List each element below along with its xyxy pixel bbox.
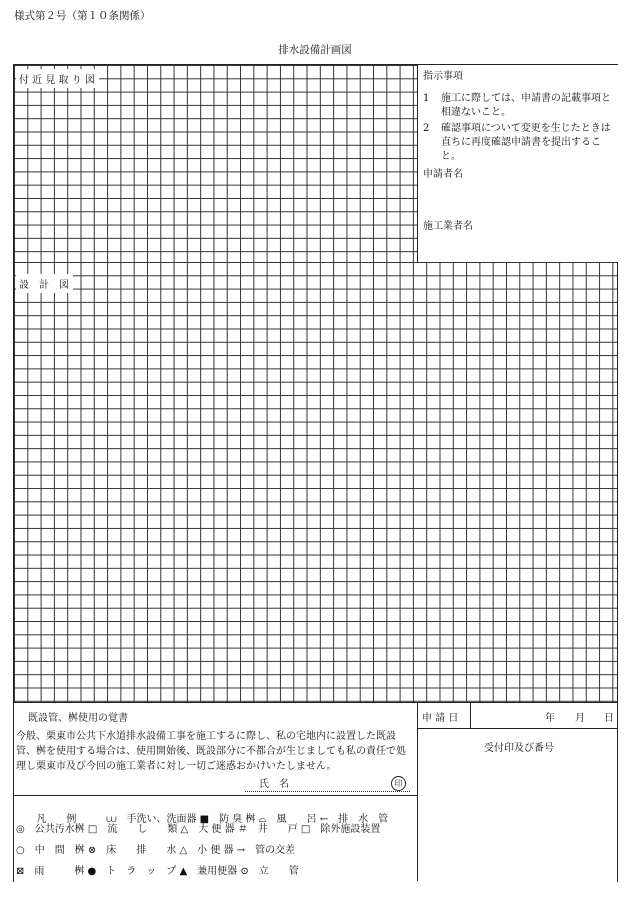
instructions-heading: 指示事項 bbox=[423, 71, 463, 82]
memo-heading: 既設管、桝使用の覚書 bbox=[28, 713, 128, 724]
date-receipt-divider bbox=[417, 728, 617, 729]
date-label-divider bbox=[470, 702, 471, 728]
receipt-label: 受付印及び番号 bbox=[484, 743, 554, 754]
legend-row-3: ○ 中 間 桝 ⊗ 床 排 水 △ 小 便 器 → 管の交差 bbox=[16, 845, 296, 856]
vicinity-map-label: 付 近 見 取 り 図 bbox=[16, 69, 99, 88]
legend-row1-items: 手洗い、洗面器 ■ 防 臭 桝 ⌓ 風 呂 ← 排 水 管 bbox=[126, 814, 389, 825]
legend-row-2: ◎ 公共汚水桝 □ 流 し 類 △ 大 便 器 ＃ 井 戸 □ 除外施設装置 bbox=[16, 824, 381, 835]
form-number: 様式第２号（第１０条関係） bbox=[14, 10, 151, 22]
instruction-text: 確認事項について変更を生じたときは直ちに再度確認申請書を提出すること。 bbox=[441, 123, 611, 162]
application-date-label: 申 請 日 bbox=[422, 713, 459, 724]
design-grid bbox=[14, 262, 617, 702]
memo-name-label: 氏 名 bbox=[259, 779, 289, 790]
instruction-item bbox=[423, 122, 613, 164]
contractor-name-label: 施工業者名 bbox=[423, 221, 473, 232]
memo-name-line bbox=[245, 777, 410, 792]
instruction-number: 2 bbox=[423, 123, 430, 134]
memo-body: 今般、栗東市公共下水道排水設備工事を施工するに際し、私の宅地内に設置した既設管、桝を使用する場合は、使用開始後、既設部分に不都合が生じましても私の責任で処理し栗東市及び今回の施工業者に対し一切ご迷惑おかけいたしません。 bbox=[16, 731, 406, 772]
date-day: 日 bbox=[604, 713, 614, 724]
wash-basin-icon: ⩊ bbox=[106, 814, 117, 825]
memo-legend-divider bbox=[14, 795, 417, 796]
vicinity-map-grid bbox=[14, 65, 417, 262]
instruction-item bbox=[423, 92, 613, 120]
legend-row-4: ⊠ 雨 桝 ● ト ラ ッ プ ▲ 兼用便器 ⊙ 立 管 bbox=[16, 866, 299, 877]
design-label: 設 計 図 bbox=[16, 274, 73, 293]
page-title: 排水設備計画図 bbox=[278, 44, 352, 56]
seal-mark: 印 bbox=[391, 776, 406, 791]
date-month: 月 bbox=[575, 713, 585, 724]
instruction-number: 1 bbox=[423, 93, 430, 104]
applicant-name-label: 申請者名 bbox=[423, 169, 463, 180]
date-year: 年 bbox=[545, 713, 555, 724]
instruction-text: 施工に際しては、申請書の記載事項と相違ないこと。 bbox=[441, 93, 611, 118]
legend-title: 凡 例 bbox=[36, 814, 107, 825]
instructions-content bbox=[423, 70, 613, 166]
